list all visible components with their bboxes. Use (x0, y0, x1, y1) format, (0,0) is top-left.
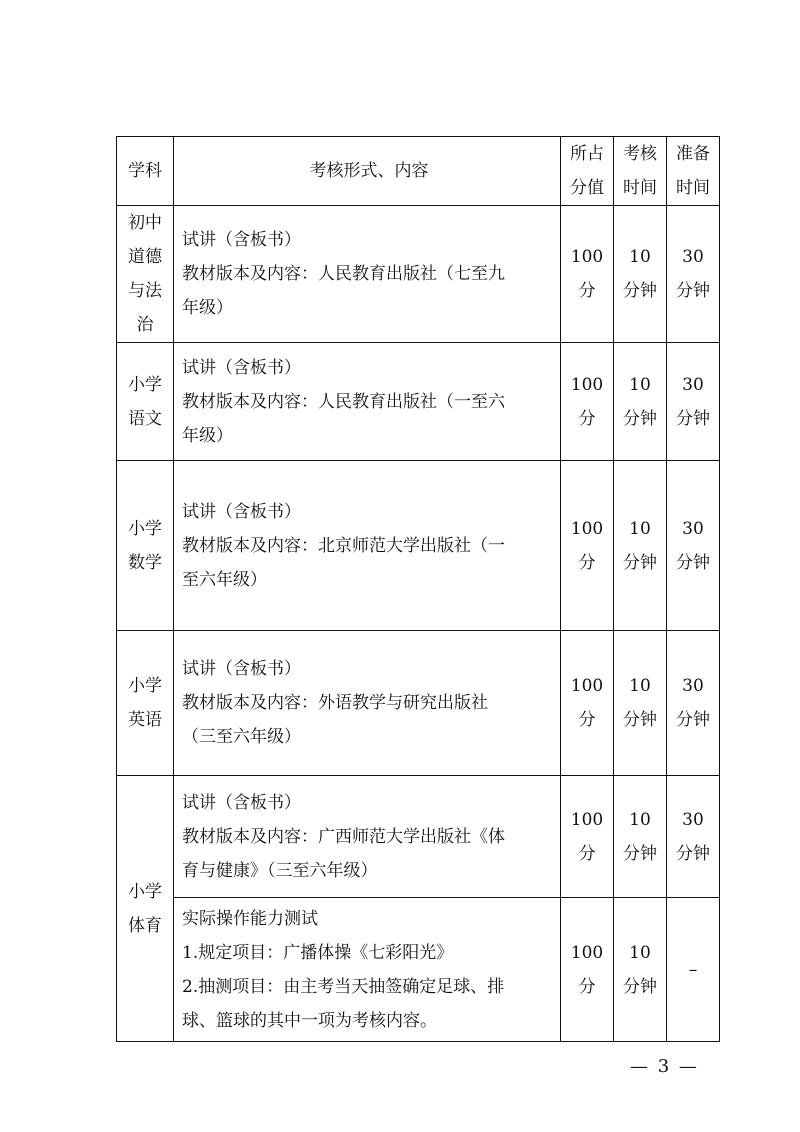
exam-table (116, 136, 720, 1042)
content-cell: 试讲（含板书） 教材版本及内容：广西师范大学出版社《体 育与健康》（三至六年级） (174, 776, 561, 898)
content-cell: 试讲（含板书） 教材版本及内容：人民教育出版社（七至九 年级） (174, 206, 561, 343)
exam-time-cell: 10 分钟 (614, 631, 667, 776)
subject-cell: 小学 数学 (117, 461, 174, 631)
header-score: 所占 分值 (561, 137, 614, 206)
table-row (117, 776, 720, 898)
prep-time-cell: 30 分钟 (667, 206, 720, 343)
content-cell: 实际操作能力测试 1.规定项目：广播体操《七彩阳光》 2.抽测项目：由主考当天抽签确定足球、排 球、篮球的其中一项为考核内容。 (174, 898, 561, 1042)
table-row (117, 631, 720, 776)
exam-time-cell: 10 分钟 (614, 206, 667, 343)
content-cell: 试讲（含板书） 教材版本及内容：北京师范大学出版社（一 至六年级） (174, 461, 561, 631)
table-row (117, 461, 720, 631)
prep-time-cell: 30 分钟 (667, 631, 720, 776)
score-cell: 100 分 (561, 898, 614, 1042)
header-content: 考核形式、内容 (174, 137, 561, 206)
subject-cell: 小学 体育 (117, 776, 174, 1042)
table-row (117, 343, 720, 461)
header-subject: 学科 (117, 137, 174, 206)
subject-cell: 初中 道德 与法 治 (117, 206, 174, 343)
exam-time-cell: 10 分钟 (614, 461, 667, 631)
table-header-row (117, 137, 720, 206)
header-prep-time: 准备 时间 (667, 137, 720, 206)
header-exam-time: 考核 时间 (614, 137, 667, 206)
subject-cell: 小学 英语 (117, 631, 174, 776)
prep-time-cell: 30 分钟 (667, 461, 720, 631)
content-cell: 试讲（含板书） 教材版本及内容：外语教学与研究出版社 （三至六年级） (174, 631, 561, 776)
prep-time-cell: – (667, 898, 720, 1042)
score-cell: 100 分 (561, 461, 614, 631)
score-cell: 100 分 (561, 776, 614, 898)
score-cell: 100 分 (561, 206, 614, 343)
table-row (117, 206, 720, 343)
table-row (117, 898, 720, 1042)
exam-time-cell: 10 分钟 (614, 776, 667, 898)
prep-time-cell: 30 分钟 (667, 343, 720, 461)
exam-time-cell: 10 分钟 (614, 343, 667, 461)
prep-time-cell: 30 分钟 (667, 776, 720, 898)
score-cell: 100 分 (561, 631, 614, 776)
page-number: — 3 — (630, 1056, 699, 1077)
subject-cell: 小学 语文 (117, 343, 174, 461)
score-cell: 100 分 (561, 343, 614, 461)
content-cell: 试讲（含板书） 教材版本及内容：人民教育出版社（一至六 年级） (174, 343, 561, 461)
exam-time-cell: 10 分钟 (614, 898, 667, 1042)
